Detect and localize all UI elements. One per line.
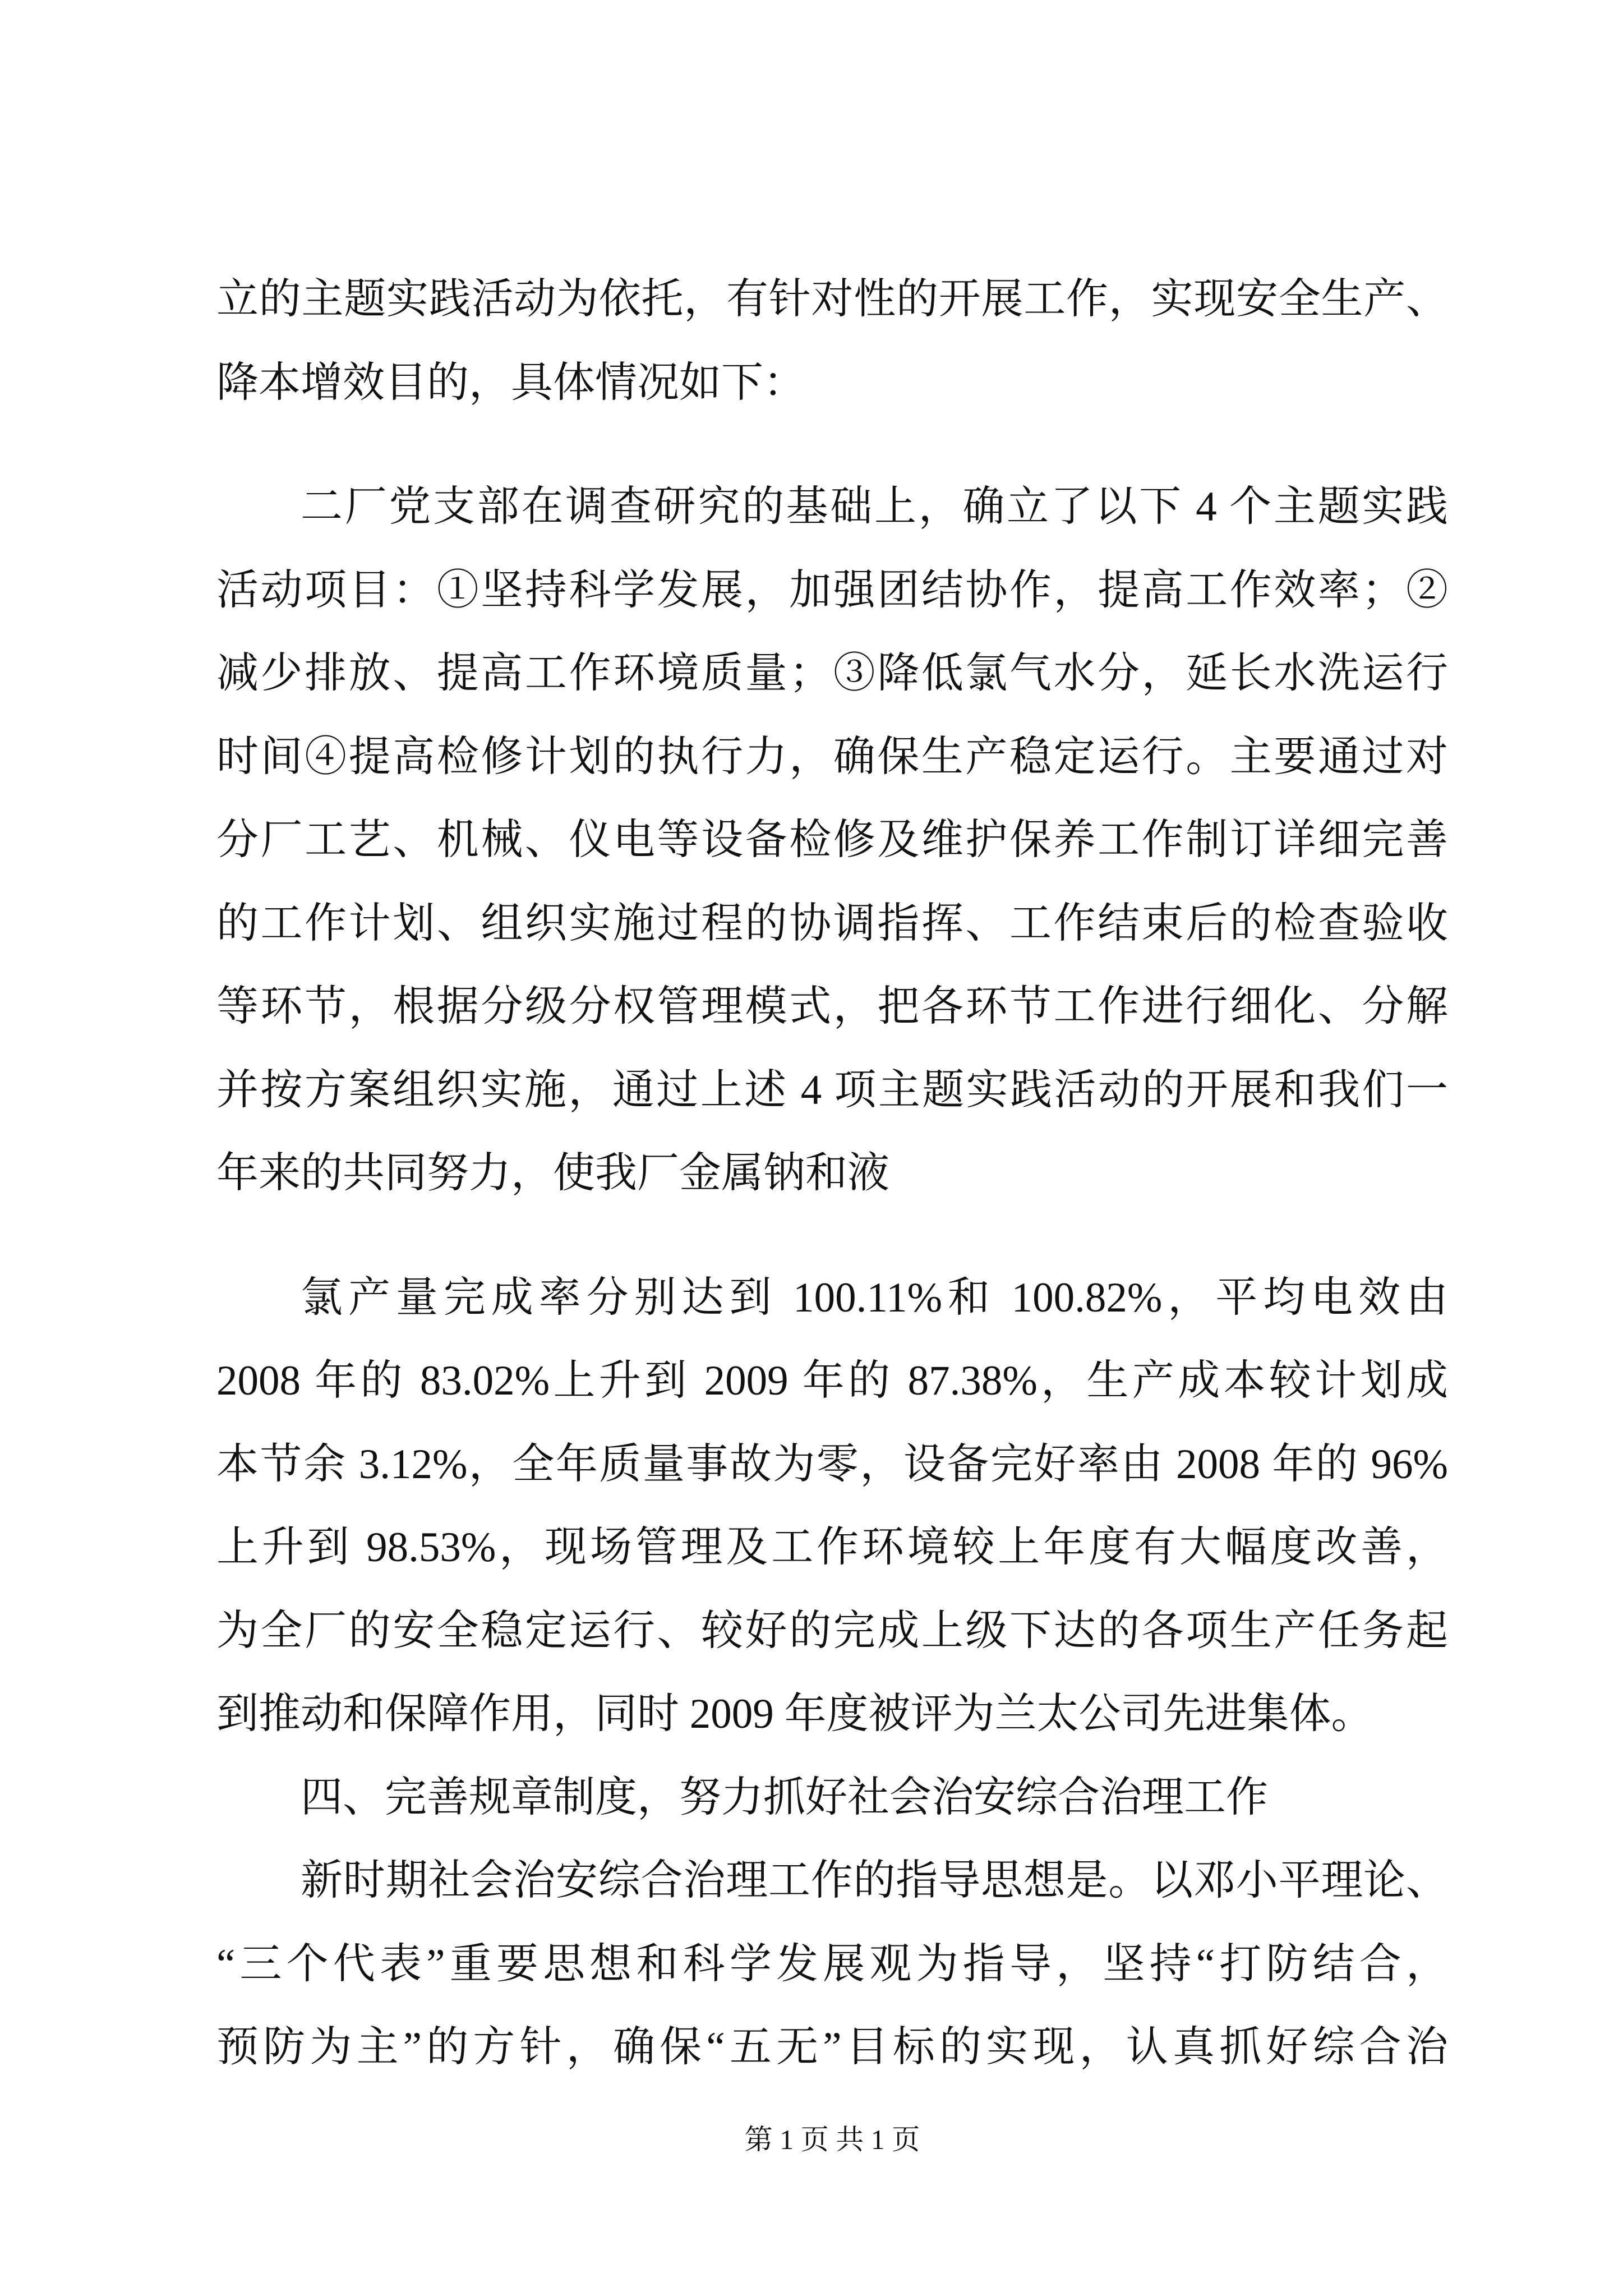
text-line: 为全厂的安全稳定运行、较好的完成上级下达的各项生产任务起 bbox=[216, 1607, 1448, 1654]
text-line: 新时期社会治安综合治理工作的指导思想是。以邓小平理论、 bbox=[301, 1857, 1448, 1904]
paragraph bbox=[216, 258, 1448, 425]
paragraph bbox=[216, 466, 1448, 1216]
text-line: 预防为主”的方针，确保“五无”目标的实现，认真抓好综合治 bbox=[216, 2024, 1448, 2070]
body-text bbox=[216, 258, 1448, 2090]
text-line: 等环节，根据分级分权管理模式，把各环节工作进行细化、分解 bbox=[216, 983, 1448, 1030]
text-line: “三个代表”重要思想和科学发展观为指导，坚持“打防结合， bbox=[216, 1940, 1448, 1987]
paragraph bbox=[216, 1257, 1448, 1756]
text-line: 的工作计划、组织实施过程的协调指挥、工作结束后的检查验收 bbox=[216, 900, 1448, 947]
text-line: 本节余 3.12%，全年质量事故为零，设备完好率由 2008 年的 96% bbox=[216, 1441, 1448, 1488]
page-number-footer: 第 1 页 共 1 页 bbox=[744, 2124, 920, 2155]
section-heading bbox=[216, 1756, 1448, 1840]
text-line: 降本增效目的，具体情况如下： bbox=[216, 359, 806, 406]
text-line: 年来的共同努力，使我厂金属钠和液 bbox=[216, 1150, 890, 1197]
text-line: 四、完善规章制度，努力抓好社会治安综合治理工作 bbox=[301, 1774, 1269, 1821]
text-line: 并按方案组织实施，通过上述 4 项主题实践活动的开展和我们一 bbox=[216, 1066, 1448, 1114]
text-line: 减少排放、提高工作环境质量；③降低氯气水分，延长水洗运行 bbox=[216, 650, 1448, 697]
text-line: 2008 年的 83.02%上升到 2009 年的 87.38%，生产成本较计划成 bbox=[216, 1358, 1448, 1404]
text-line: 到推动和保障作用，同时 2009 年度被评为兰太公司先进集体。 bbox=[216, 1691, 1373, 1737]
text-line: 上升到 98.53%，现场管理及工作环境较上年度有大幅度改善， bbox=[216, 1524, 1448, 1571]
paragraph bbox=[216, 1839, 1448, 2090]
text-line: 活动项目：①坚持科学发展，加强团结协作，提高工作效率；② bbox=[216, 567, 1448, 614]
text-line: 二厂党支部在调查研究的基础上，确立了以下 4 个主题实践 bbox=[301, 484, 1448, 530]
text-line: 立的主题实践活动为依托，有针对性的开展工作，实现安全生产、 bbox=[216, 276, 1448, 323]
text-line: 时间④提高检修计划的执行力，确保生产稳定运行。主要通过对 bbox=[216, 733, 1448, 780]
text-line: 分厂工艺、机械、仪电等设备检修及维护保养工作制订详细完善 bbox=[216, 817, 1448, 863]
text-line: 氯产量完成率分别达到 100.11%和 100.82%，平均电效由 bbox=[301, 1274, 1448, 1321]
